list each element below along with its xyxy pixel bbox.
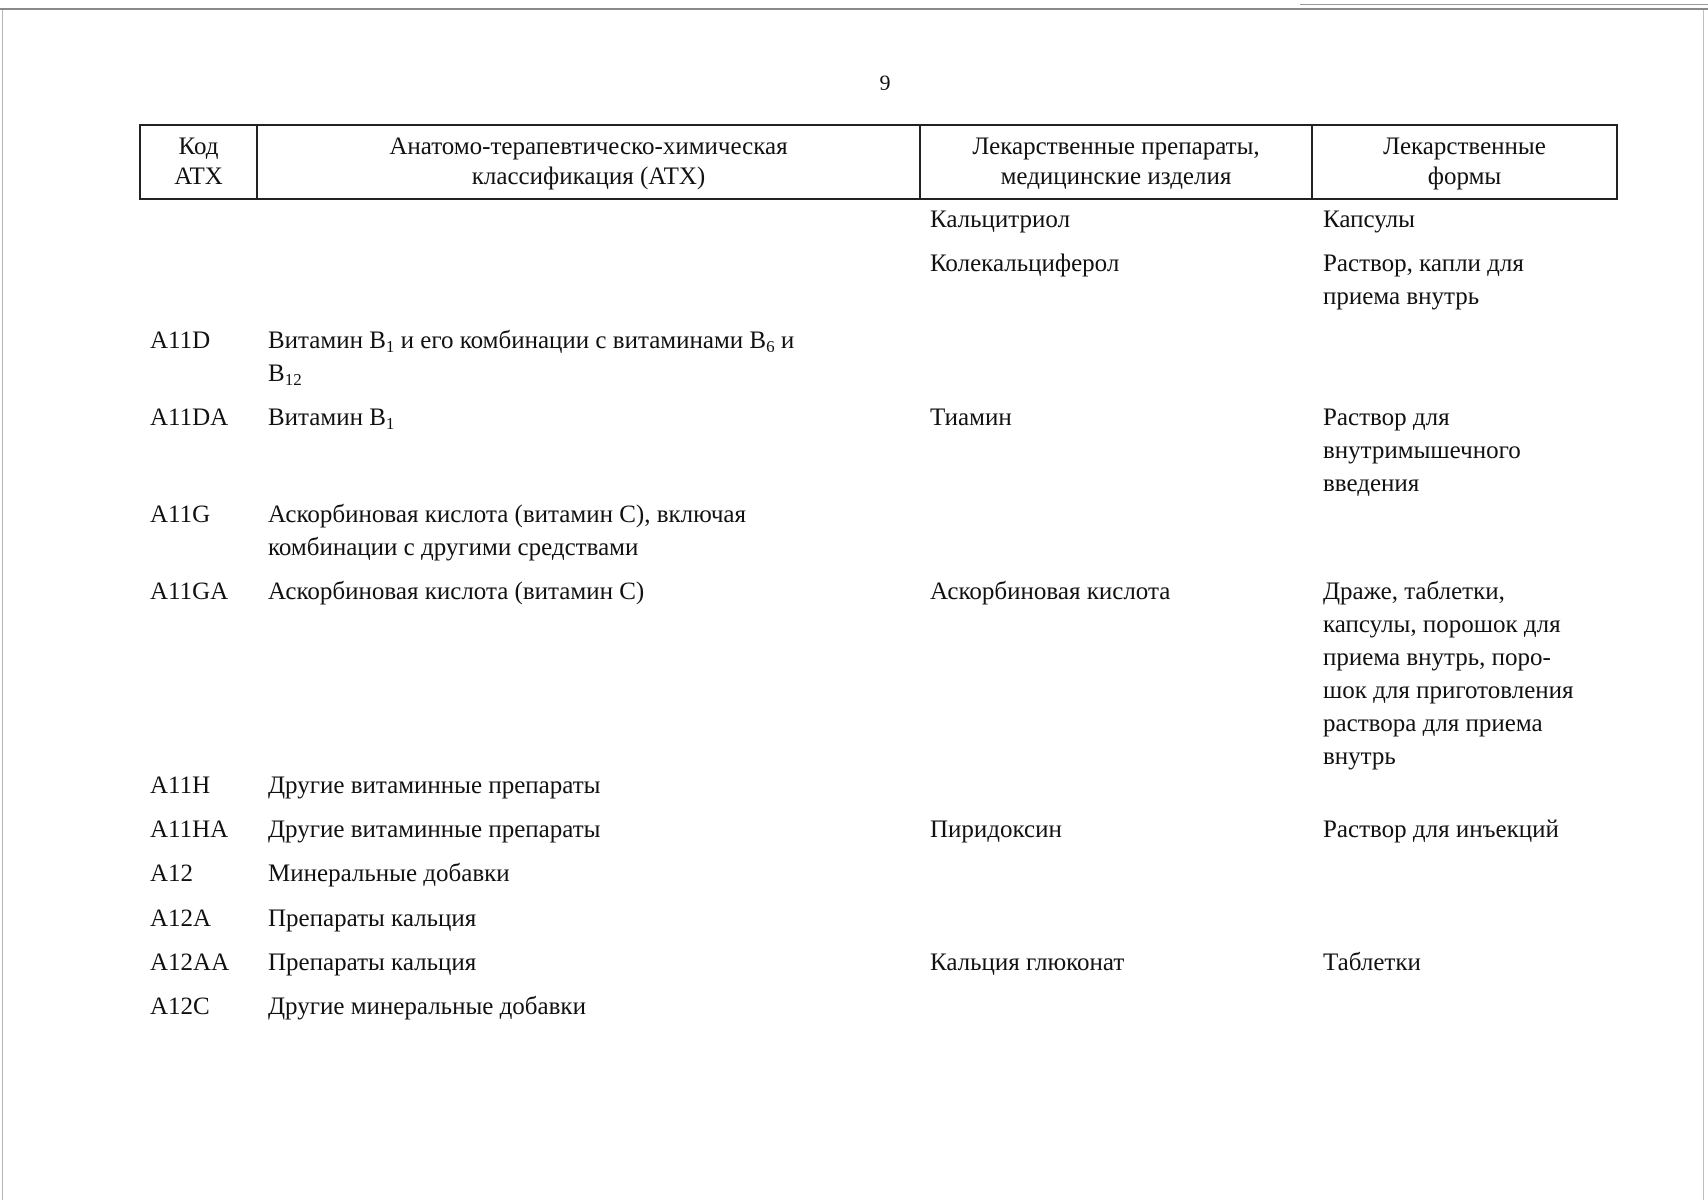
table-row-5-drug: Аскорбиновая кислота [930, 578, 1171, 605]
page-edge-top-secondary [1300, 4, 1708, 5]
table-row-11-atx: Другие минеральные добавки [268, 993, 586, 1020]
table-header [139, 124, 1618, 200]
page-number: 9 [879, 70, 891, 95]
table-row-6-atx: Другие витаминные препараты [268, 772, 601, 799]
header-atx-line1: Анатомо-терапевтическо-химическая [389, 133, 788, 160]
table-row-9-code: A12A [150, 905, 212, 932]
page-edge-left [2, 10, 3, 1200]
table-row-2-atx-line2: $B_{12}$ [268, 360, 302, 389]
header-drug-line2: медицинские изделия [1000, 163, 1232, 190]
table-row-5-form-line3: приема внутрь, поро- [1323, 644, 1551, 671]
table-row-6-code: A11H [150, 772, 211, 799]
page-edge-right [1703, 10, 1704, 1200]
table-row-11-code: A12C [150, 993, 210, 1020]
table-row-1-form-line2: приема внутрь [1323, 283, 1480, 310]
table-row-3-form-line2: внутримышечного [1323, 437, 1521, 464]
table-row-7-atx: Другие витаминные препараты [268, 816, 601, 843]
table-row-2-code: A11D [150, 327, 211, 354]
table-row-7-drug: Пиридоксин [930, 816, 1062, 843]
table-row-3-drug: Тиамин [930, 404, 1012, 431]
table-row-5-atx: Аскорбиновая кислота (витамин C) [268, 578, 645, 605]
table-row-3-atx: Витамин $B_1$ [268, 404, 395, 433]
table-row-1-drug: Колекальциферол [930, 250, 1120, 277]
header-atx-line2: классификация (ATX) [471, 163, 706, 190]
header-form-line1: Лекарственные [1383, 133, 1546, 160]
table-row-0-form: Капсулы [1323, 206, 1415, 233]
table-row-7-form: Раствор для инъекций [1323, 816, 1559, 843]
table-row-5-form-line5: раствора для приема [1323, 710, 1543, 737]
table-row-5-form-line4: шок для приготовления [1323, 677, 1574, 704]
header-form-line2: формы [1427, 163, 1502, 190]
table-row-10-drug: Кальция глюконат [930, 949, 1125, 976]
table-row-10-atx: Препараты кальция [268, 949, 477, 976]
header-drug [921, 126, 1313, 198]
page-edge-top [0, 8, 1708, 10]
header-code-line2: ATX [174, 163, 223, 190]
table-row-5-form-line2: капсулы, порошок для [1323, 611, 1561, 638]
table-row-5-form-line1: Драже, таблетки, [1323, 578, 1505, 605]
table-row-2-atx-line1: Витамин $B_1$ и его комбинации с витаминами $B_6$ и [268, 327, 795, 356]
table-row-3-code: A11DA [150, 404, 229, 431]
table-row-5-form-line6: внутрь [1323, 743, 1396, 770]
table-row-5-code: A11GA [150, 578, 229, 605]
table-row-9-atx: Препараты кальция [268, 905, 477, 932]
header-code-line1: Код [178, 133, 219, 160]
table-row-8-code: A12 [150, 860, 194, 887]
table-row-10-code: A12AA [150, 949, 230, 976]
header-form [1313, 126, 1616, 198]
table-row-0-drug: Кальцитриол [930, 206, 1071, 233]
table-row-10-form: Таблетки [1323, 949, 1421, 976]
header-atx [258, 126, 921, 198]
table-row-7-code: A11HA [150, 816, 229, 843]
table-row-8-atx: Минеральные добавки [268, 860, 510, 887]
table-row-4-atx-line1: Аскорбиновая кислота (витамин C), включая [268, 501, 747, 528]
table-row-3-form-line3: введения [1323, 470, 1420, 497]
header-code [141, 126, 258, 198]
table-row-4-atx-line2: комбинации с другими средствами [268, 534, 639, 561]
header-drug-line1: Лекарственные препараты, [972, 133, 1260, 160]
table-row-4-code: A11G [150, 501, 211, 528]
table-row-3-form-line1: Раствор для [1323, 404, 1450, 431]
table-row-1-form-line1: Раствор, капли для [1323, 250, 1524, 277]
